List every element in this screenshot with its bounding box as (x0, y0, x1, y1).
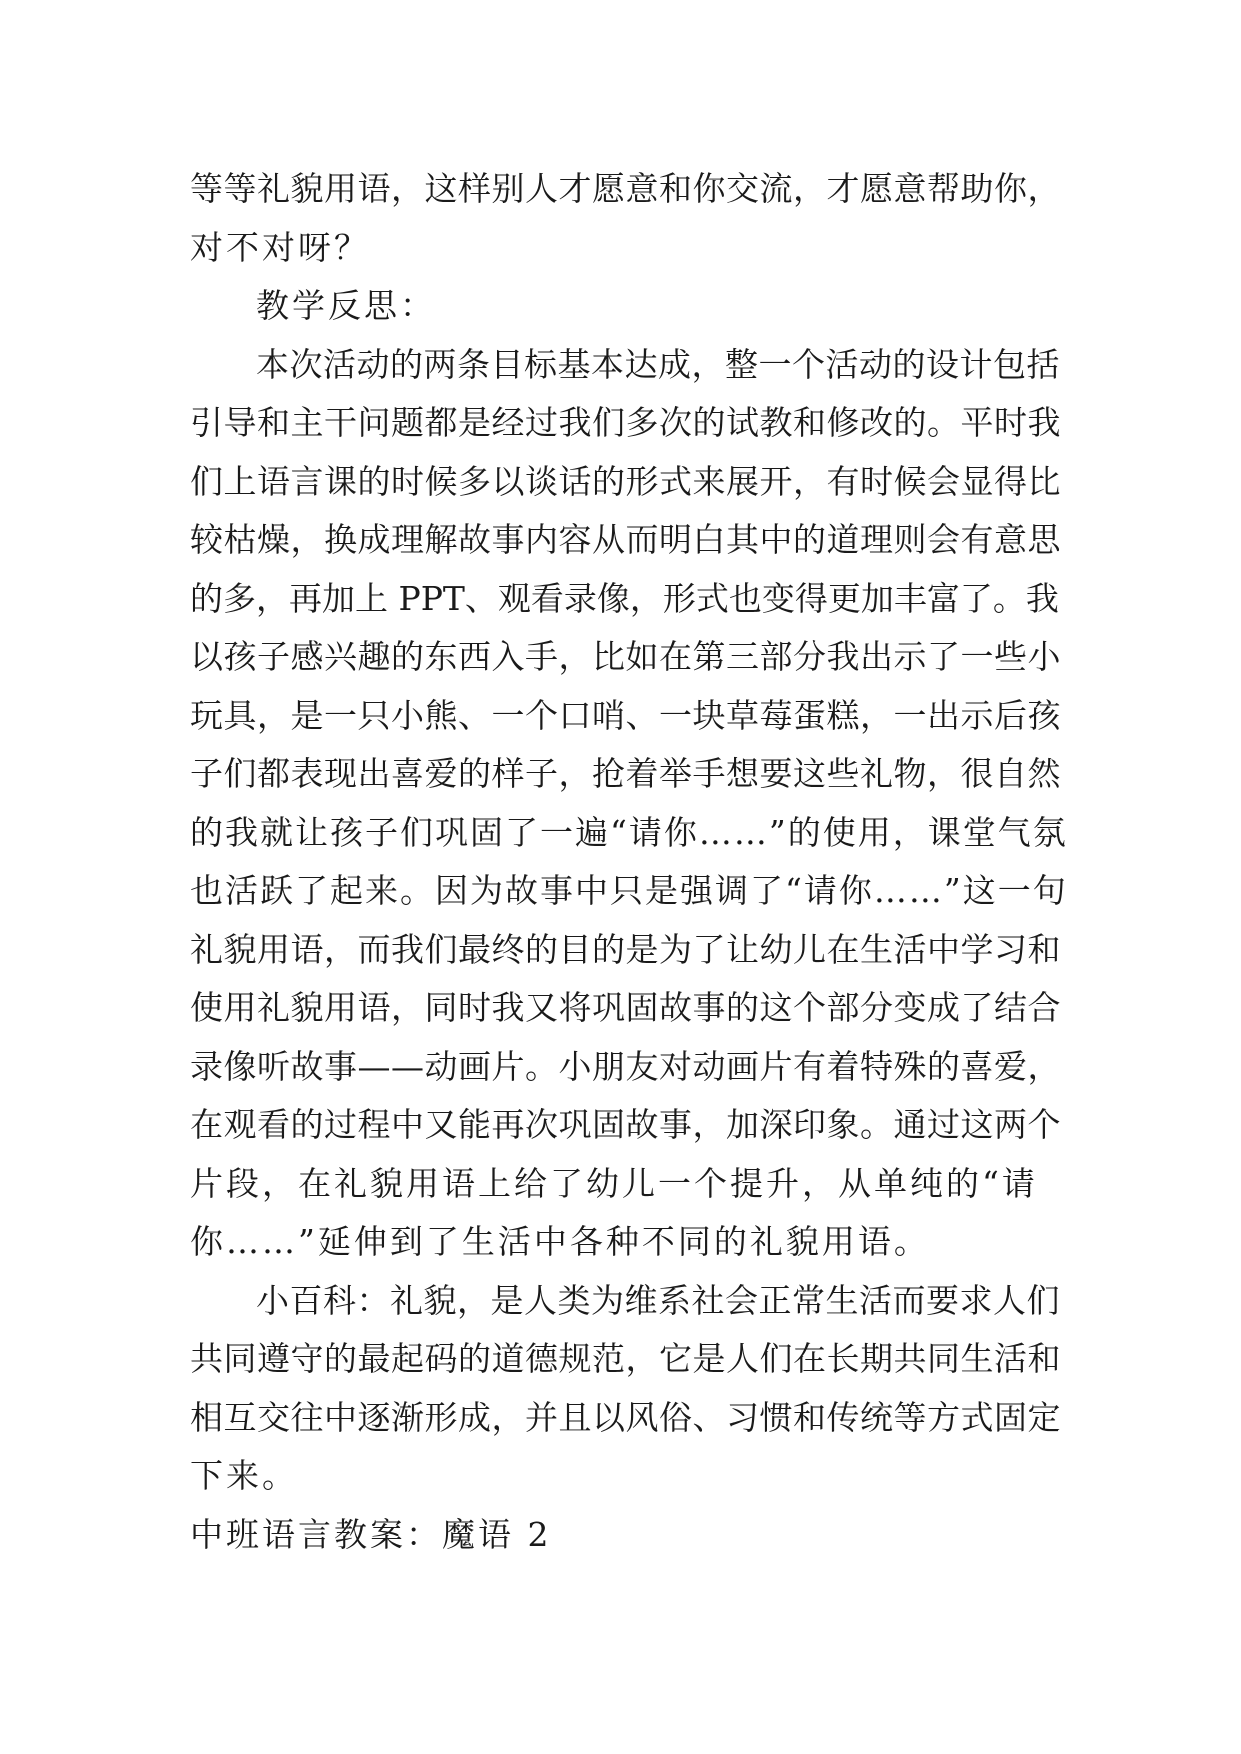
text-line: 使用礼貌用语，同时我又将巩固故事的这个部分变成了结合 (190, 988, 1061, 1027)
text-line: 的多，再加上 PPT、观看录像，形式也变得更加丰富了。我 (190, 578, 1059, 618)
text-line: 录像听故事——动画片。小朋友对动画片有着特殊的喜爱， (190, 1046, 1061, 1086)
paragraph-start: 本次活动的两条目标基本达成，整一个活动的设计包括 (256, 344, 1060, 384)
document-body (190, 160, 1070, 1564)
text-line: 在观看的过程中又能再次巩固故事，加深印象。通过这两个 (190, 1105, 1061, 1144)
text-line: 引导和主干问题都是经过我们多次的试教和修改的。平时我 (190, 403, 1061, 442)
text-line: 下来。 (190, 1456, 298, 1495)
text-line: 共同遵守的最起码的道德规范，它是人们在长期共同生活和 (190, 1339, 1061, 1378)
text-line: 相互交往中逐渐形成，并且以风俗、习惯和传统等方式固定 (190, 1397, 1061, 1437)
text-line: 片段，在礼貌用语上给了幼儿一个提升，从单纯的“请 (190, 1163, 1038, 1203)
text-line: 等等礼貌用语，这样别人才愿意和你交流，才愿意帮助你， (190, 169, 1061, 208)
paragraph-start: 小百科：礼貌，是人类为维系社会正常生活而要求人们 (256, 1280, 1060, 1320)
text-line: 的我就让孩子们巩固了一遍“请你……”的使用，课堂气氛 (190, 812, 1068, 852)
text-line: 礼貌用语，而我们最终的目的是为了让幼儿在生活中学习和 (190, 929, 1061, 969)
section-heading-reflection: 教学反思： (256, 286, 436, 325)
text-line: 子们都表现出喜爱的样子，抢着举手想要这些礼物，很自然 (190, 754, 1061, 793)
text-line: 你……”延伸到了生活中各种不同的礼貌用语。 (190, 1222, 930, 1261)
section-title: 中班语言教案：魔语 2 (190, 1514, 552, 1554)
text-line: 玩具，是一只小熊、一个口哨、一块草莓蛋糕，一出示后孩 (190, 695, 1061, 735)
text-line: 以孩子感兴趣的东西入手，比如在第三部分我出示了一些小 (190, 637, 1061, 676)
text-line: 们上语言课的时候多以谈话的形式来展开，有时候会显得比 (190, 461, 1061, 501)
text-line: 对不对呀？ (190, 227, 370, 267)
text-line: 也活跃了起来。因为故事中只是强调了“请你……”这一句 (190, 871, 1068, 910)
text-line: 较枯燥，换成理解故事内容从而明白其中的道理则会有意思 (190, 520, 1061, 559)
